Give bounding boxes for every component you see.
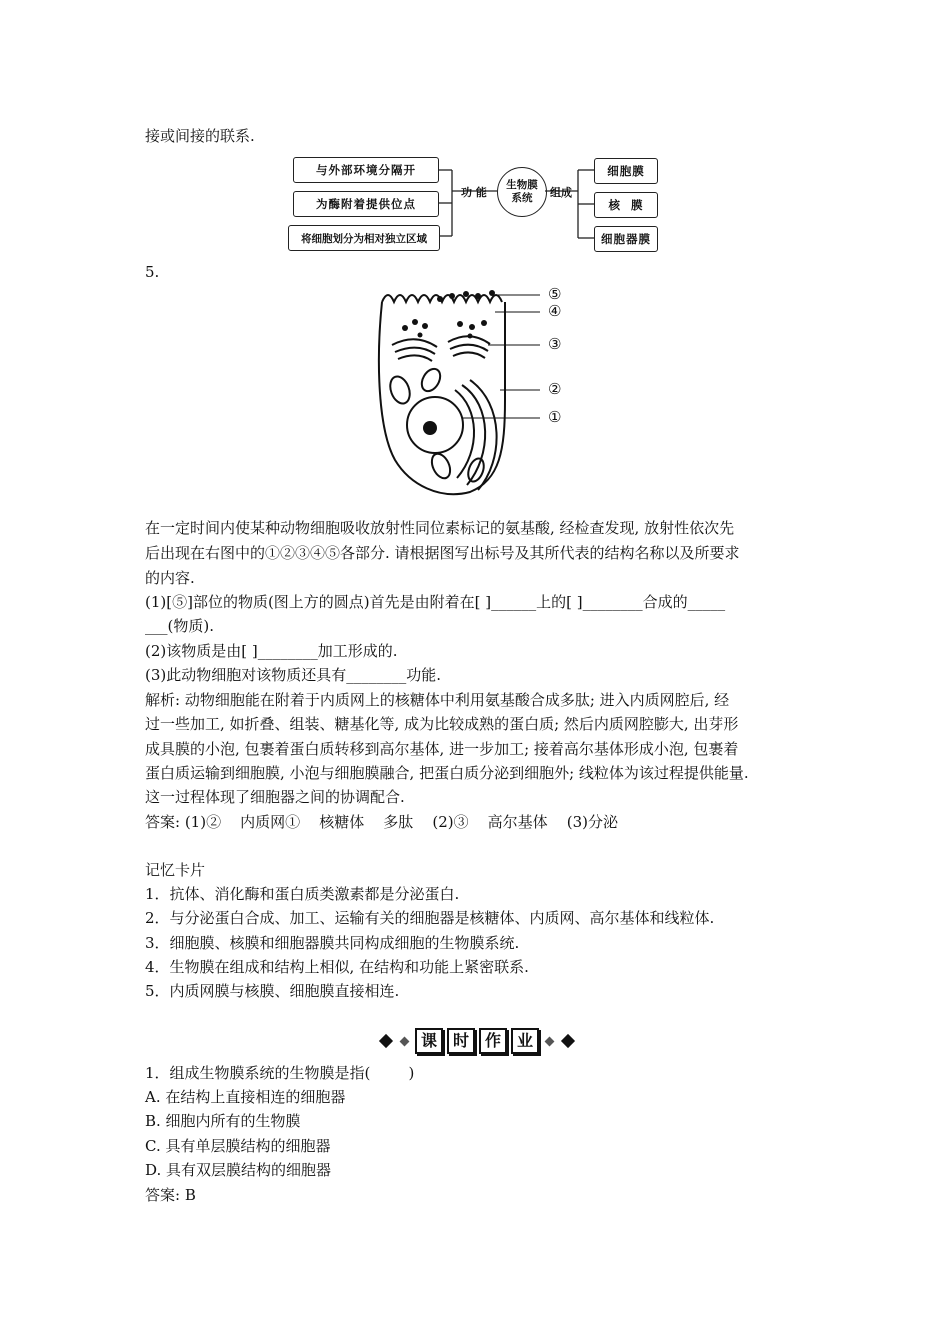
q1-option-d: D. 具有双层膜结构的细胞器 xyxy=(145,1161,332,1179)
component-box-3: 细胞器膜 xyxy=(594,226,658,252)
component-box-2: 核 膜 xyxy=(594,192,658,218)
compose-label: 组成 xyxy=(550,186,572,199)
intro-line: 接或间接的联系. xyxy=(145,127,255,145)
marker-3: ③ xyxy=(548,335,562,353)
center-line-2: 系统 xyxy=(511,192,533,204)
q1-option-a: A. 在结构上直接相连的细胞器 xyxy=(145,1088,346,1106)
q5-line-7: (3)此动物细胞对该物质还具有________功能. xyxy=(145,666,442,684)
q5-line-3: 的内容. xyxy=(145,569,195,587)
q5-line-4: (1)[⑤]部位的物质(图上方的圆点)首先是由附着在[ ]______上的[ ]________合成的_____ xyxy=(145,593,726,611)
q5-line-9: 过一些加工, 如折叠、组装、糖基化等, 成为比较成熟的蛋白质; 然后内质网腔膨大, 出芽形 xyxy=(145,715,739,733)
diamond-icon xyxy=(545,1036,555,1046)
marker-5: ⑤ xyxy=(548,285,562,303)
q5-line-2: 后出现在右图中的①②③④⑤各部分. 请根据图写出标号及其所代表的结构名称以及所要求 xyxy=(145,544,740,562)
function-box-2: 为酶附着提供位点 xyxy=(293,191,439,217)
banner-char-1: 课 xyxy=(415,1028,443,1054)
function-box-3: 将细胞划分为相对独立区域 xyxy=(288,225,440,251)
marker-4: ④ xyxy=(548,302,562,320)
q5-line-12: 这一过程体现了细胞器之间的协调配合. xyxy=(145,788,405,806)
biomembrane-system-node xyxy=(497,167,547,217)
diamond-icon xyxy=(379,1034,393,1048)
homework-banner xyxy=(372,1028,582,1054)
secretory-cell-diagram xyxy=(0,280,950,510)
q1-answer: 答案: B xyxy=(145,1186,196,1204)
concept-map-lines xyxy=(0,0,950,260)
center-line-1: 生物膜 xyxy=(506,179,538,191)
banner-char-3: 作 xyxy=(479,1028,507,1054)
component-box-1: 细胞膜 xyxy=(594,158,658,184)
memory-card-title: 记忆卡片 xyxy=(145,861,206,879)
banner-char-2: 时 xyxy=(447,1028,475,1054)
diamond-icon xyxy=(400,1036,410,1046)
q5-line-11: 蛋白质运输到细胞膜, 小泡与细胞膜融合, 把蛋白质分泌到细胞外; 线粒体为该过程提供能量. xyxy=(145,764,749,782)
memory-card-item-4: 4．生物膜在组成和结构上相似, 在结构和功能上紧密联系. xyxy=(145,958,529,976)
q5-line-6: (2)该物质是由[ ]________加工形成的. xyxy=(145,642,398,660)
function-box-1: 与外部环境分隔开 xyxy=(293,157,439,183)
q1-option-b: B. 细胞内所有的生物膜 xyxy=(145,1112,301,1130)
function-label: 功 能 xyxy=(461,186,487,199)
q1-stem: 1．组成生物膜系统的生物膜是指( ) xyxy=(145,1064,415,1082)
banner-char-4: 业 xyxy=(511,1028,539,1054)
q5-line-1: 在一定时间内使某种动物细胞吸收放射性同位素标记的氨基酸, 经检查发现, 放射性依次先 xyxy=(145,519,735,537)
marker-1: ① xyxy=(548,408,562,426)
q1-option-c: C. 具有单层膜结构的细胞器 xyxy=(145,1137,331,1155)
q5-line-8: 解析: 动物细胞能在附着于内质网上的核糖体中利用氨基酸合成多肽; 进入内质网腔后, 经 xyxy=(145,691,730,709)
q5-line-5: ___(物质). xyxy=(145,617,214,635)
memory-card-item-3: 3．细胞膜、核膜和细胞器膜共同构成细胞的生物膜系统. xyxy=(145,934,520,952)
diamond-icon xyxy=(561,1034,575,1048)
marker-2: ② xyxy=(548,380,562,398)
q5-number: 5. xyxy=(145,263,160,281)
memory-card-item-1: 1．抗体、消化酶和蛋白质类激素都是分泌蛋白. xyxy=(145,885,460,903)
q5-line-10: 成具膜的小泡, 包裹着蛋白质转移到高尔基体, 进一步加工; 接着高尔基体形成小泡, 包裹着 xyxy=(145,740,739,758)
memory-card-item-2: 2．与分泌蛋白合成、加工、运输有关的细胞器是核糖体、内质网、高尔基体和线粒体. xyxy=(145,909,715,927)
memory-card-item-5: 5．内质网膜与核膜、细胞膜直接相连. xyxy=(145,982,400,1000)
q5-answer: 答案: (1)② 内质网① 核糖体 多肽 (2)③ 高尔基体 (3)分泌 xyxy=(145,813,619,831)
